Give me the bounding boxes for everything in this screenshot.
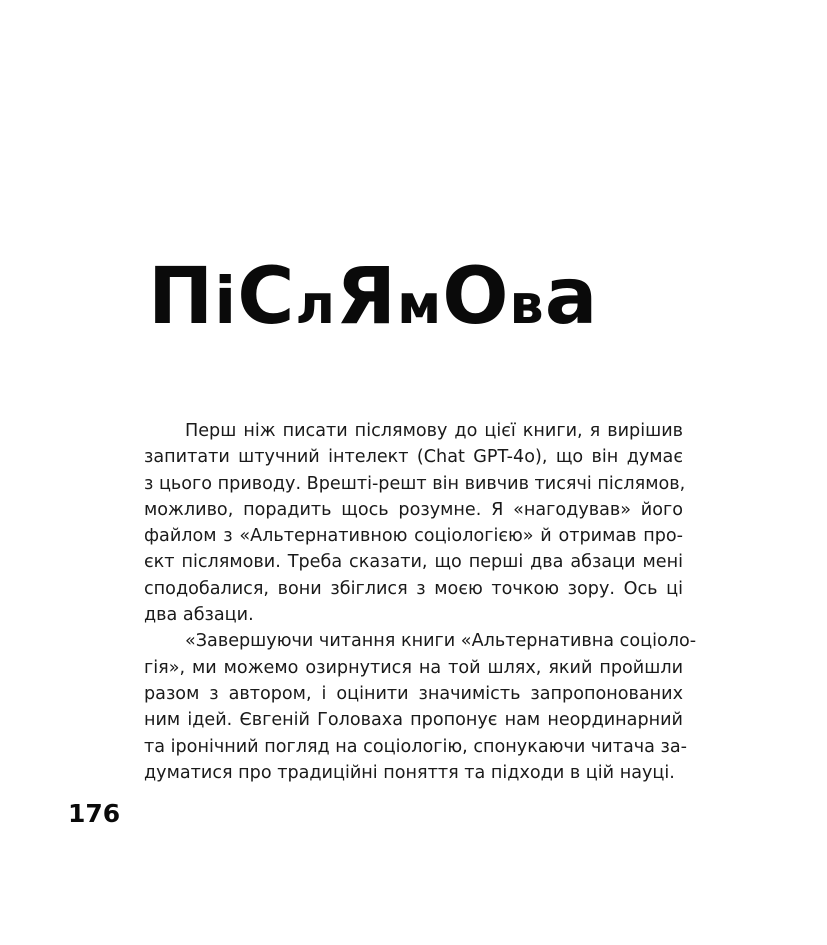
text-line: «Завершуючи читання книги «Альтернативна соціоло- [185,631,697,652]
chapter-title [148,251,599,342]
title-letter: м [397,272,443,336]
text-line: файлом з «Альтернативною соціологією» й отримав про- [144,526,683,547]
text-line: Перш ніж писати післямову до цієї книги, я вирішив [185,421,683,441]
page-number: 176 [68,799,121,828]
text-line: з цього приводу. Врешті-решт він вивчив тисячі післямов, [144,473,686,494]
title-letter: Я [336,251,398,342]
title-letter: а [544,251,599,342]
title-letter: в [509,272,545,336]
title-letter: л [295,272,337,336]
text-line: та іронічний погляд на соціологію, спонукаючи читача за- [144,736,687,757]
title-letter: О [442,251,510,342]
text-line: разом з автором, і оцінити значимість запропонованих [144,683,683,704]
text-line: єкт післямови. Треба сказати, що перші два абзаци мені [144,552,683,573]
paragraph-1 [144,418,686,628]
text-line: два абзаци. [144,605,254,626]
text-line: можливо, порадить щось розумне. Я «нагодував» його [144,499,683,520]
text-line: думатися про традиційні поняття та підходи в цій науці. [144,762,675,783]
text-line: гія», ми можемо озирнутися на той шлях, який пройшли [144,657,683,678]
title-letter: С [237,251,296,342]
title-letter: і [214,264,238,339]
title-letter: П [148,251,215,342]
text-line: ним ідей. Євгеній Головаха пропонує нам неординарний [144,710,683,731]
paragraph-2 [144,628,697,786]
text-line: запитати штучний інтелект (Chat GPT-4o), що він думає [144,447,683,468]
body-text [144,418,697,786]
text-line: сподобалися, вони збіглися з моєю точкою зору. Ось ці [144,578,683,599]
